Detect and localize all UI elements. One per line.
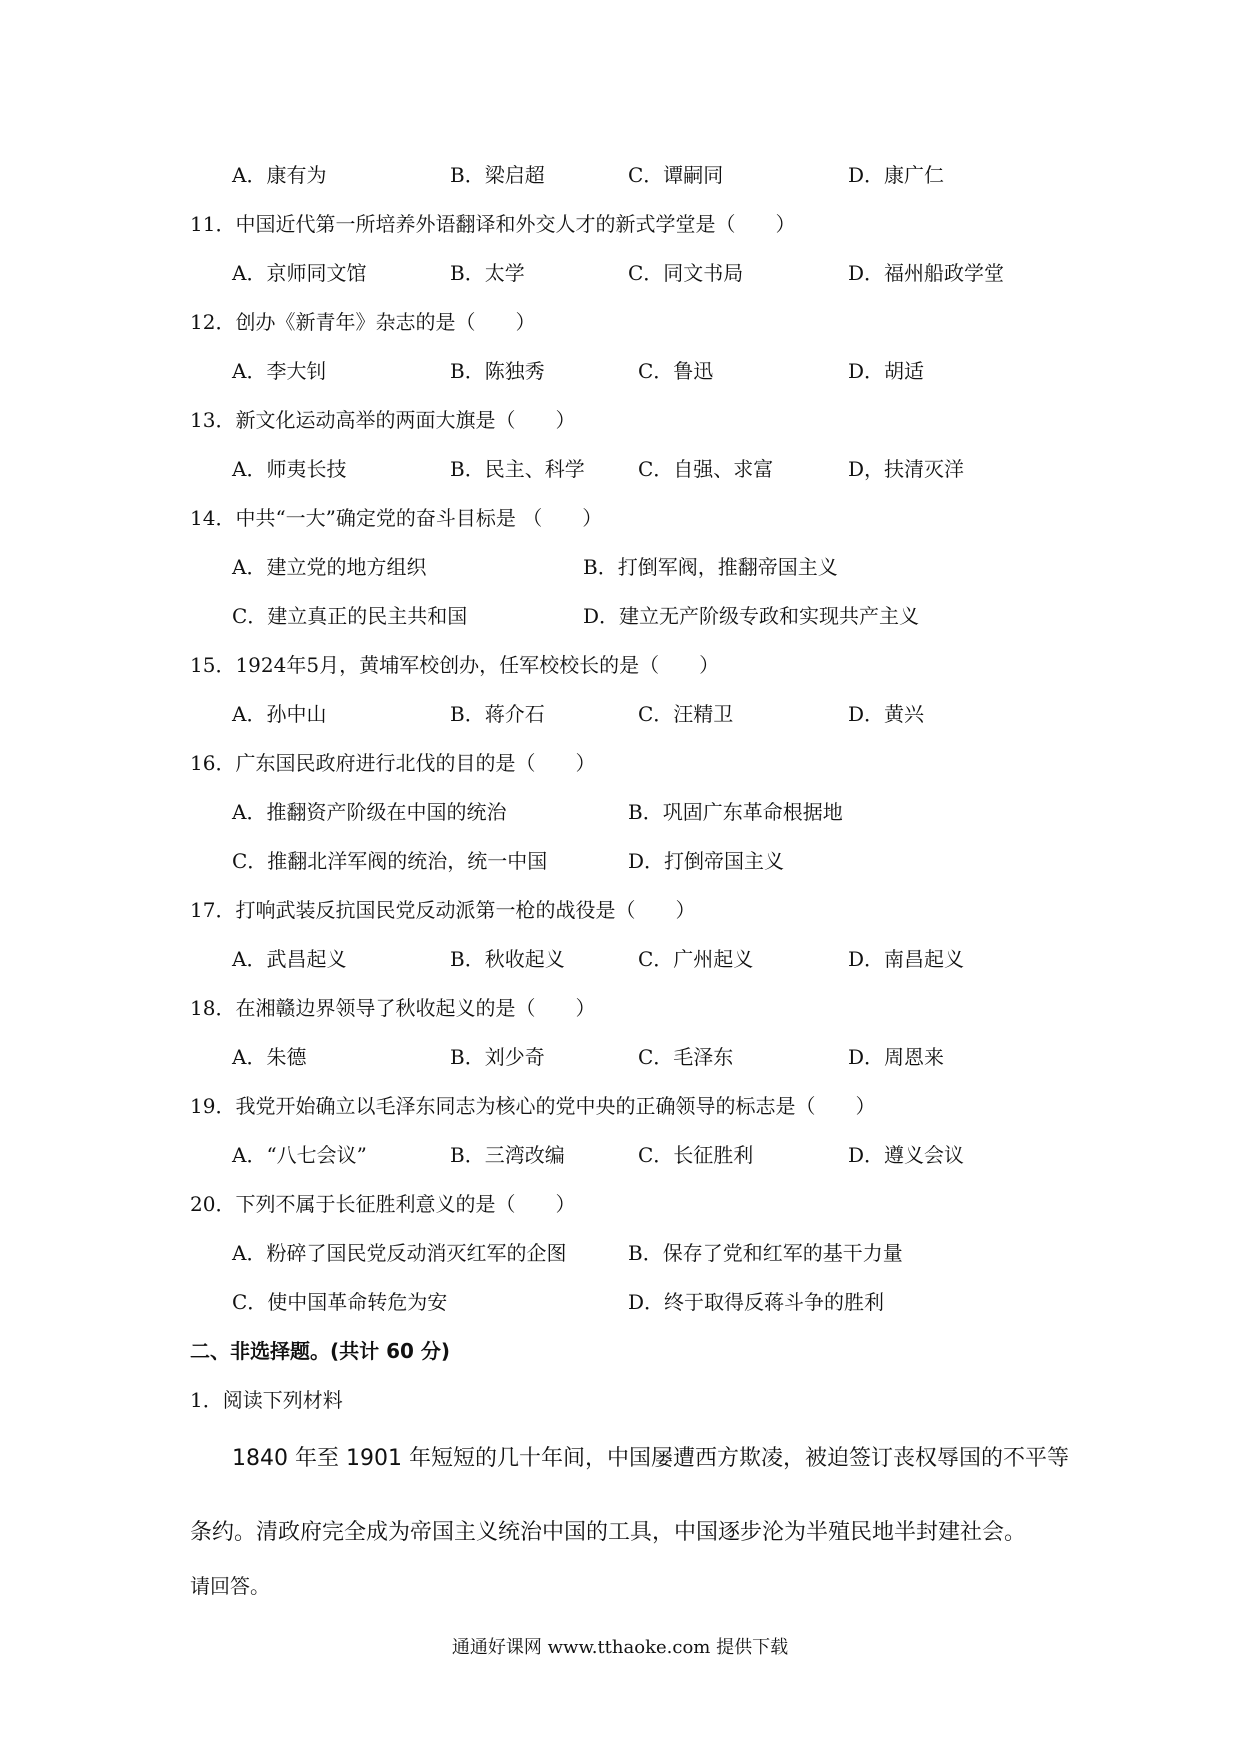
option-d: D．终于取得反蒋斗争的胜利 [628,1290,885,1314]
option-c: C．鲁迅 [638,359,714,383]
option-d: D．建立无产阶级专政和实现共产主义 [583,604,920,628]
option-c: C．毛泽东 [638,1045,734,1069]
question-13-stem: 13．新文化运动高举的两面大旗是（ ） [190,408,576,432]
option-c: C．长征胜利 [638,1143,754,1167]
page-footer: 通通好课网 www.tthaoke.com 提供下载 [451,1637,789,1658]
section-2-heading: 二、非选择题。(共计 60 分) [190,1339,451,1363]
option-c: C．建立真正的民主共和国 [232,604,468,628]
option-c: C．使中国革命转危为安 [232,1290,448,1314]
option-a: A．师夷长技 [232,457,347,481]
material-line-2: 条约。清政府完全成为帝国主义统治中国的工具，中国逐步沦为半殖民地半封建社会。 [190,1520,1027,1545]
option-b: B．三湾改编 [450,1143,565,1167]
question-12-stem: 12．创办《新青年》杂志的是（ ） [190,310,536,334]
option-b: B．蒋介石 [450,702,545,726]
option-d: D．黄兴 [848,702,925,726]
question-20-stem: 20．下列不属于长征胜利意义的是（ ） [190,1192,576,1216]
option-a: A．粉碎了国民党反动消灭红军的企图 [232,1241,567,1265]
option-d: D．遵义会议 [848,1143,965,1167]
option-d: D．南昌起义 [848,947,965,971]
option-d: D．福州船政学堂 [848,261,1005,285]
option-b: B．陈独秀 [450,359,545,383]
option-d: D．康广仁 [848,163,945,187]
question-11-stem: 11．中国近代第一所培养外语翻译和外交人才的新式学堂是（ ） [190,212,796,236]
option-d: D．打倒帝国主义 [628,849,785,873]
option-c: C．谭嗣同 [628,163,724,187]
option-c: C．广州起义 [638,947,754,971]
option-d: D．周恩来 [848,1045,945,1069]
option-a: A．李大钊 [232,359,327,383]
option-a: A．“八七会议” [232,1143,367,1167]
option-b: B．打倒军阀，推翻帝国主义 [583,555,838,579]
answer-prompt: 请回答。 [190,1574,270,1598]
question-1-stem: 1．阅读下列材料 [190,1388,343,1412]
material-line-1: 1840 年至 1901 年短短的几十年间，中国屡遭西方欺凌，被迫签订丧权辱国的不平等 [232,1446,1069,1471]
question-17-stem: 17．打响武装反抗国民党反动派第一枪的战役是（ ） [190,898,696,922]
question-15-stem: 15．1924年5月，黄埔军校创办，任军校校长的是（ ） [190,653,720,677]
option-a: A．康有为 [232,163,327,187]
option-a: A．京师同文馆 [232,261,367,285]
option-b: B．刘少奇 [450,1045,545,1069]
option-b: B．保存了党和红军的基干力量 [628,1241,903,1265]
option-c: C．汪精卫 [638,702,734,726]
option-b: B．梁启超 [450,163,545,187]
option-a: A．推翻资产阶级在中国的统治 [232,800,507,824]
question-19-stem: 19．我党开始确立以毛泽东同志为核心的党中央的正确领导的标志是（ ） [190,1094,876,1118]
question-14-stem: 14．中共“一大”确定党的奋斗目标是 （ ） [190,506,603,530]
option-a: A．朱德 [232,1045,307,1069]
option-b: B．民主、科学 [450,457,585,481]
option-b: B．秋收起义 [450,947,565,971]
option-b: B．巩固广东革命根据地 [628,800,843,824]
question-18-stem: 18．在湘赣边界领导了秋收起义的是（ ） [190,996,596,1020]
option-c: C．推翻北洋军阀的统治，统一中国 [232,849,548,873]
option-a: A．武昌起义 [232,947,347,971]
option-d: D．胡适 [848,359,925,383]
option-c: C．同文书局 [628,261,744,285]
option-a: A．建立党的地方组织 [232,555,427,579]
option-d: D，扶清灭洋 [848,457,965,481]
question-16-stem: 16．广东国民政府进行北伐的目的是（ ） [190,751,596,775]
option-c: C．自强、求富 [638,457,774,481]
option-b: B．太学 [450,261,525,285]
option-a: A．孙中山 [232,702,327,726]
